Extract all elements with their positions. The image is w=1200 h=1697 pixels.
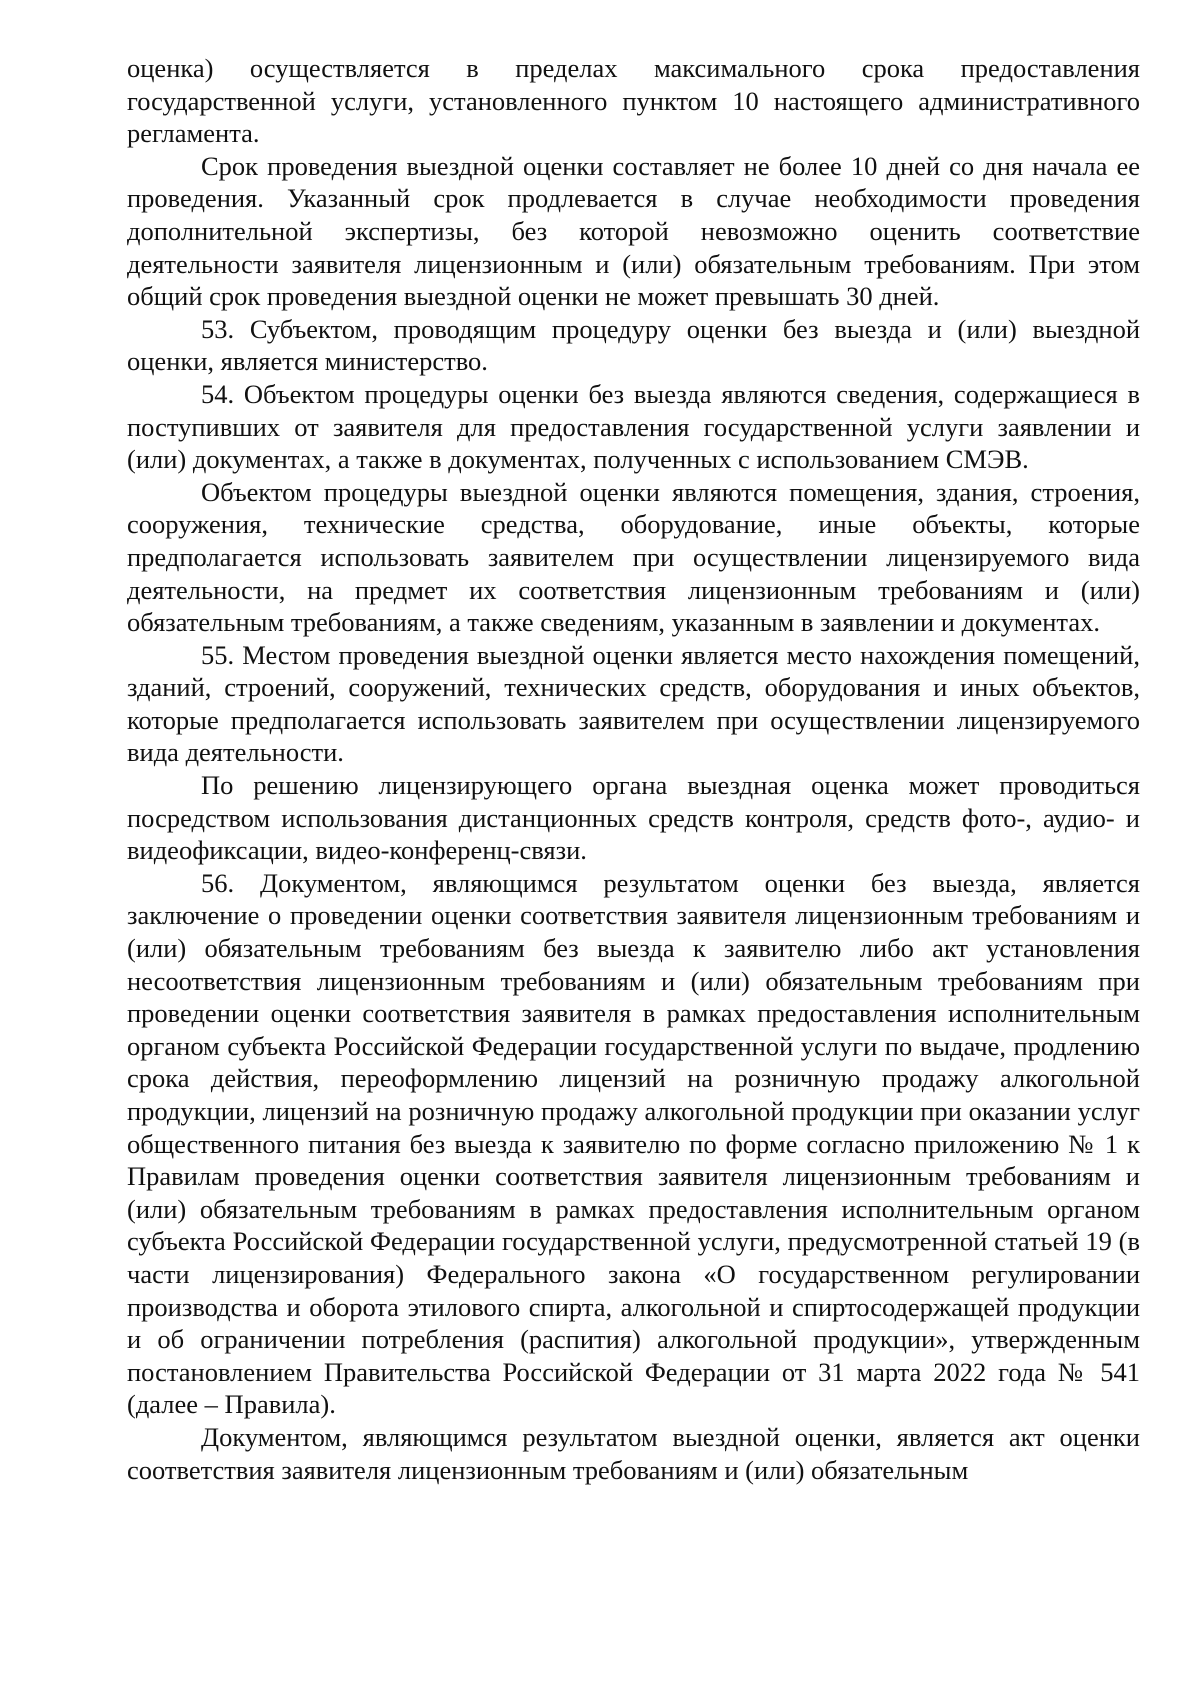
paragraph-continuation: оценка) осуществляется в пределах максимального срока предоставления государственной услуги, установленного пунктом 10 настоящего административного регламента. — [127, 53, 1140, 149]
paragraph-56: 56. Документом, являющимся результатом оценки без выезда, является заключение о проведении оценки соответствия заявителя лицензионным требованиям и (или) обязательным требованиям без выезда к заявителю либо акт установления несоответствия лицензионным требованиям и (или) обязательным требованиям при проведении оценки соответствия заявителя в рамках предоставления исполнительным органом субъекта Российской Федерации государственной услуги по выдаче, продлению срока действия, переоформлению лицензий на розничную продажу алкогольной продукции, лицензий на розничную продажу алкогольной продукции при оказании услуг общественного питания без выезда к заявителю по форме согласно приложению № 1 к Правилам проведения оценки соответствия заявителя лицензионным требованиям и (или) обязательным требованиям в рамках предоставления исполнительным органом субъекта Российской Федерации государственной услуги, предусмотренной статьей 19 (в части лицензирования) Федерального закона «О государственном регулировании производства и оборота этилового спирта, алкогольной и спиртосодержащей продукции и об ограничении потребления (распития) алкогольной продукции», утвержденным постановлением Правительства Российской Федерации от 31 марта 2022 года № 541 (далее – Правила). — [127, 867, 1140, 1420]
paragraph-onsite-result: Документом, являющимся результатом выездной оценки, является акт оценки соответствия заявителя лицензионным требованиям и (или) обязательным — [127, 1421, 1140, 1485]
paragraph-evaluation-period: Срок проведения выездной оценки составляет не более 10 дней со дня начала ее проведения. Указанный срок продлевается в случае необходимости проведения дополнительной экспертизы, без которой невозможно оценить соответствие деятельности заявителя лицензионным и (или) обязательным требованиям. При этом общий срок проведения выездной оценки не может превышать 30 дней. — [127, 150, 1140, 312]
paragraph-53: 53. Субъектом, проводящим процедуру оценки без выезда и (или) выездной оценки, является министерство. — [127, 313, 1140, 377]
document-page — [127, 52, 1140, 1486]
paragraph-54: 54. Объектом процедуры оценки без выезда являются сведения, содержащиеся в поступивших от заявителя для предоставления государственной услуги заявлении и (или) документах, а также в документах, полученных с использованием СМЭВ. — [127, 378, 1140, 475]
paragraph-remote-evaluation: По решению лицензирующего органа выездная оценка может проводиться посредством использования дистанционных средств контроля, средств фото-, аудио- и видеофиксации, видео-конференц-связи. — [127, 770, 1140, 866]
paragraph-55: 55. Местом проведения выездной оценки является место нахождения помещений, зданий, строений, сооружений, технических средств, оборудования и иных объектов, которые предполагается использовать заявителем при осуществлении лицензируемого вида деятельности. — [127, 639, 1140, 768]
paragraph-onsite-object: Объектом процедуры выездной оценки являются помещения, здания, строения, сооружения, технические средства, оборудование, иные объекты, которые предполагается использовать заявителем при осуществлении лицензируемого вида деятельности, на предмет их соответствия лицензионным требованиям и (или) обязательным требованиям, а также сведениям, указанным в заявлении и документах. — [127, 476, 1140, 638]
